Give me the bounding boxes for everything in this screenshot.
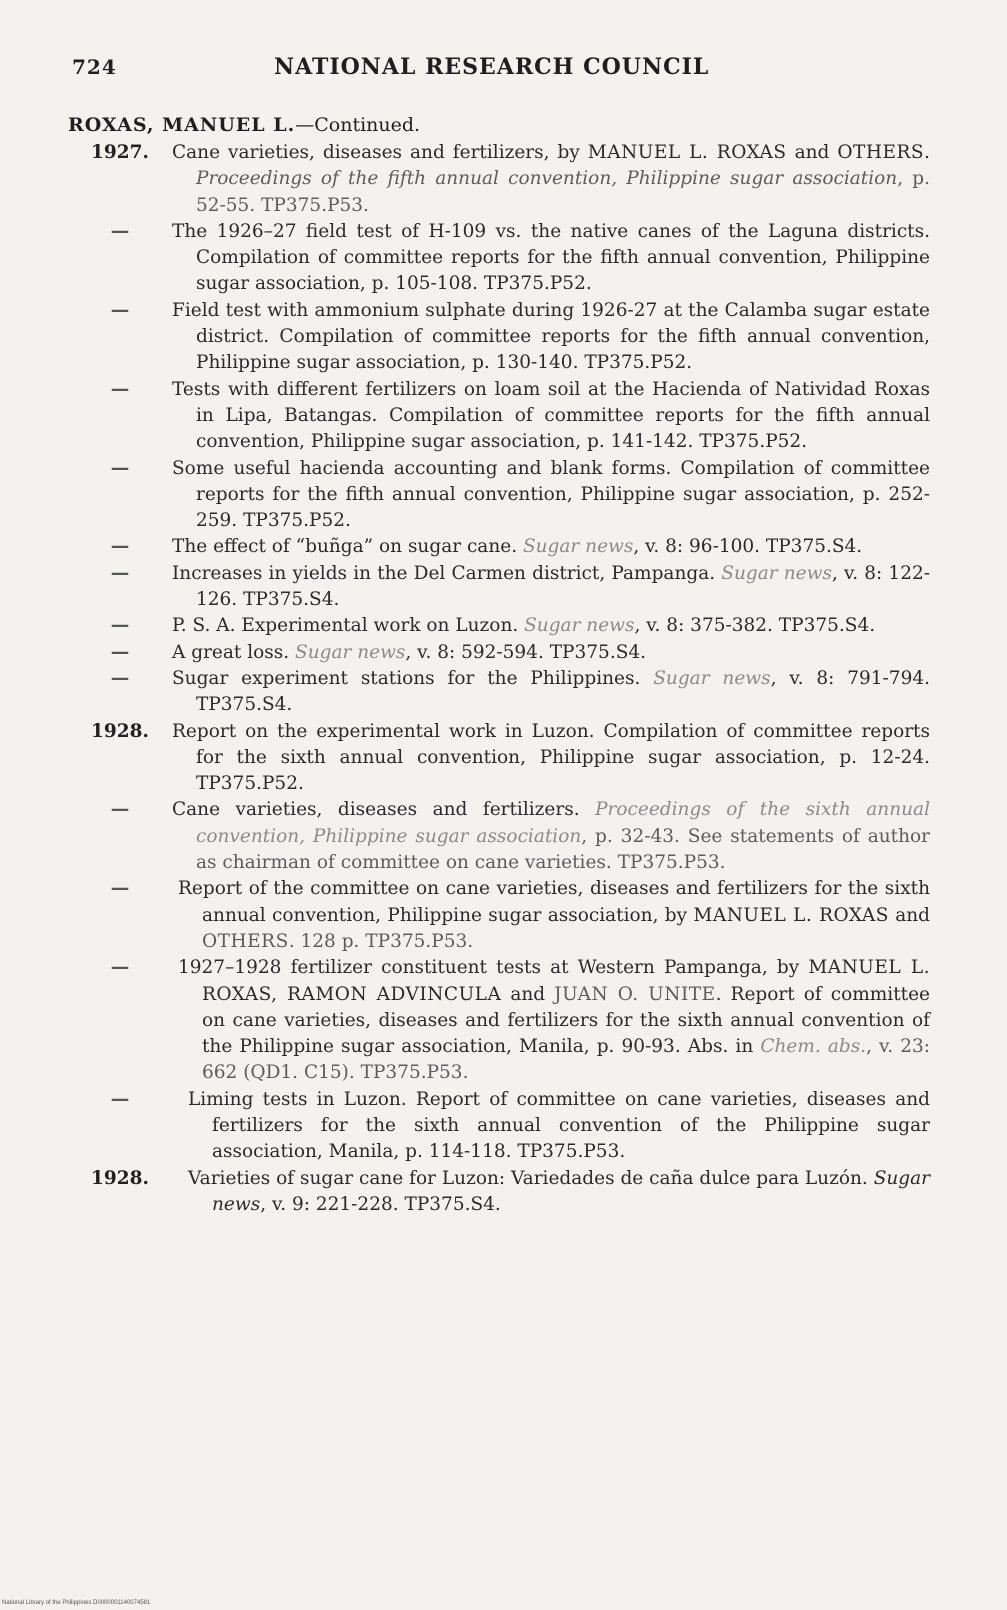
scan-footer: National Library of the Philippines D0000001140074581: [2, 1600, 151, 1606]
entry-year: 1927.: [91, 142, 149, 163]
list-item: [90, 377, 930, 456]
list-item: [90, 298, 930, 377]
entry-dash: —: [110, 799, 130, 821]
entry-year: 1928.: [91, 1167, 149, 1189]
entry-dash: —: [110, 299, 130, 321]
running-title: NATIONAL RESEARCH COUNCIL: [274, 54, 710, 80]
entry-dash: —: [110, 378, 130, 400]
bibliography-list: [90, 140, 930, 1218]
entry-text: A great loss. Sugar news, v. 8: 592-594. TP375.S4.: [172, 641, 647, 663]
entry-text: The effect of “buñga” on sugar cane. Sugar news, v. 8: 96-100. TP375.S4.: [172, 536, 863, 558]
list-item: [90, 1166, 930, 1219]
entry-year: 1928.: [91, 720, 149, 742]
entry-text: Tests with different fertilizers on loam soil at the Hacienda of Natividad Roxas in Lipa, Batangas. Compilation of committee reports for the fifth annual convention, Philippine sugar association, p. 141-142. TP375.P52.: [172, 378, 930, 453]
entry-text: Sugar experiment stations for the Philippines. Sugar news, v. 8: 791-794. TP375.S4.: [172, 667, 930, 716]
entry-dash: —: [110, 667, 130, 689]
list-item: [90, 534, 930, 560]
list-item: [90, 797, 930, 876]
entry-dash: —: [110, 457, 130, 479]
author-heading: [68, 114, 420, 136]
page-header: [72, 54, 972, 80]
list-item: [90, 561, 930, 614]
entry-text: Report on the experimental work in Luzon. Compilation of committee reports for the sixth annual convention, Philippine sugar association, p. 12-24. TP375.P52.: [172, 720, 930, 795]
entry-text: Liming tests in Luzon. Report of committee on cane varieties, diseases and fertilizers for the sixth annual convention of the Philippine sugar association, Manila, p. 114-118. TP375.P53.: [188, 1088, 930, 1163]
list-item: [90, 666, 930, 719]
list-item: [90, 719, 930, 798]
list-item: [90, 140, 930, 219]
entry-dash: —: [110, 957, 130, 979]
list-item: [90, 955, 930, 1086]
entry-text: P. S. A. Experimental work on Luzon. Sugar news, v. 8: 375-382. TP375.S4.: [172, 615, 876, 637]
entry-text: Field test with ammonium sulphate during 1926-27 at the Calamba sugar estate district. Compilation of committee reports for the fifth annual convention, Philippine sugar association, p. 130-140. TP375.P52.: [172, 299, 930, 374]
entry-dash: —: [110, 878, 130, 900]
entry-text: The 1926–27 field test of H-109 vs. the native canes of the Laguna districts. Compilation of committee reports for the fifth annual convention, Philippine sugar association, p. 105-108. TP375.P52.: [172, 220, 930, 295]
entry-dash: —: [110, 220, 130, 242]
list-item: [90, 456, 930, 535]
list-item: [90, 640, 930, 666]
entry-dash: —: [110, 536, 130, 558]
entry-dash: —: [110, 615, 130, 637]
entry-text: Report of the committee on cane varieties, diseases and fertilizers for the sixth annual convention, Philippine sugar association, by MANUEL L. ROXAS and OTHERS. 128 p. TP375.P53.: [178, 878, 930, 952]
page-number: 724: [72, 55, 117, 79]
entry-text: Increases in yields in the Del Carmen district, Pampanga. Sugar news, v. 8: 122-126. TP375.S4.: [172, 562, 930, 611]
entry-dash: —: [110, 641, 130, 663]
entry-text: Some useful hacienda accounting and blank forms. Compilation of committee reports for the fifth annual convention, Philippine sugar association, p. 252-259. TP375.P52.: [172, 457, 930, 532]
entry-text: Cane varieties, diseases and fertilizers. Proceedings of the sixth annual convention, Philippine sugar association, p. 32-43. See statements of author as chairman of committee on cane varieties. TP375.P53.: [172, 799, 930, 874]
entry-text: Varieties of sugar cane for Luzon: Variedades de caña dulce para Luzón. Sugar news, v. 9: 221-228. TP375.S4.: [188, 1167, 930, 1215]
entry-text: 1927–1928 fertilizer constituent tests at Western Pampanga, by MANUEL L. ROXAS, RAMON ADVINCULA and JUAN O. UNITE. Report of committee on cane varieties, diseases and fertilizers for the sixth annual convention of the Philippine sugar association, Manila, p. 90-93. Abs. in Chem. abs., v. 23: 662 (QD1. C15). TP375.P53.: [178, 957, 931, 1084]
author-continued: —Continued.: [295, 114, 421, 136]
list-item: [90, 1087, 930, 1166]
entry-text: Cane varieties, diseases and fertilizers, by MANUEL L. ROXAS and OTHERS. Proceedings of the fifth annual convention, Philippine sugar association, p. 52-55. TP375.P53.: [172, 142, 930, 216]
author-name: ROXAS, MANUEL L.: [68, 114, 296, 136]
list-item: [90, 876, 930, 955]
list-item: [90, 613, 930, 639]
entry-dash: —: [110, 1088, 130, 1110]
list-item: [90, 219, 930, 298]
entry-dash: —: [110, 562, 130, 584]
